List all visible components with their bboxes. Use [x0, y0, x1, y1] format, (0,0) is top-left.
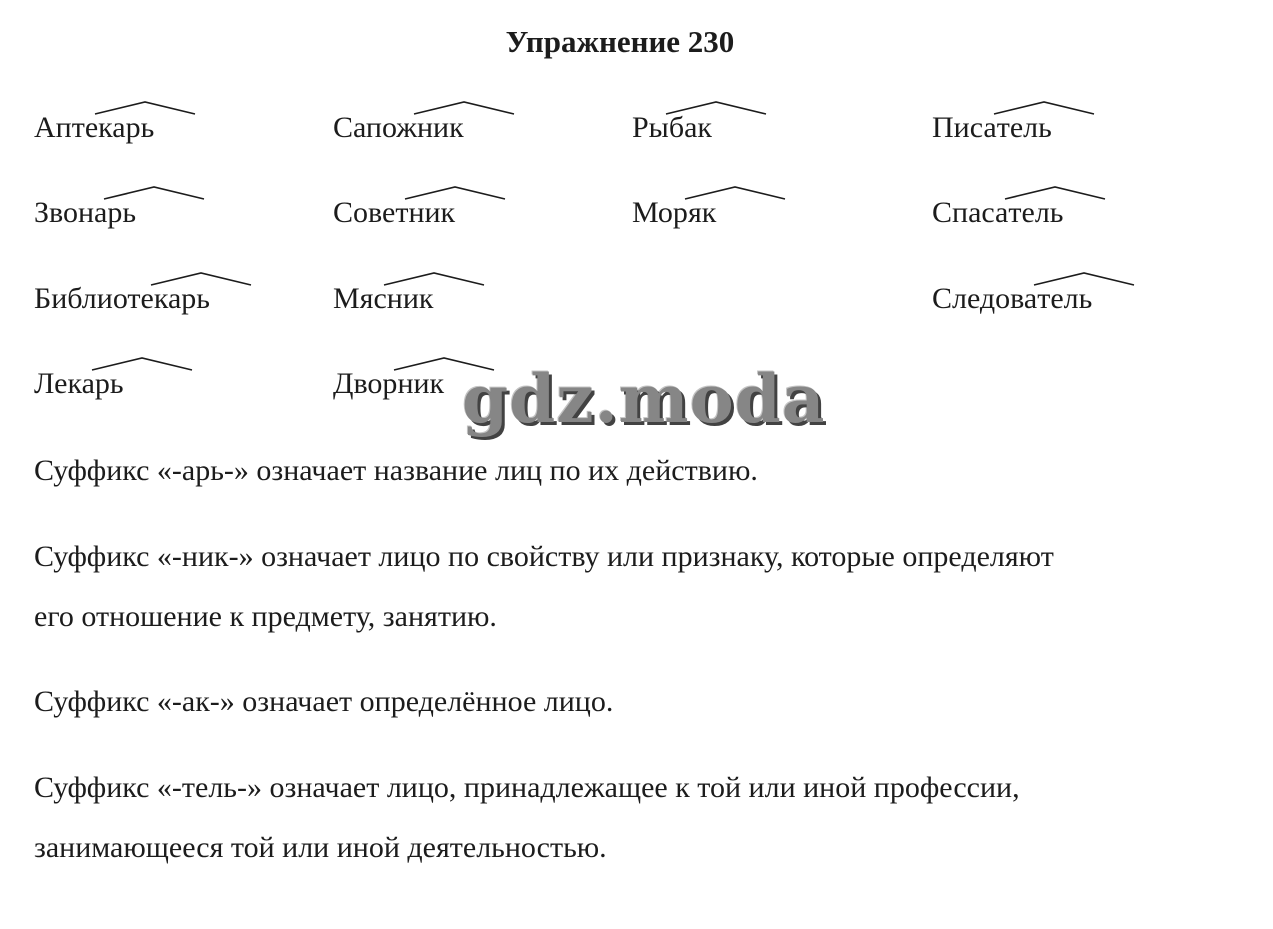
word-myasnik: Мяс ник — [333, 281, 433, 317]
suffix-mark: рь — [95, 366, 124, 402]
word-moryak: Мор як — [632, 195, 716, 231]
suffix-mark: карь — [154, 281, 210, 317]
suffix-mark: карь — [98, 110, 154, 146]
paragraph-ak: Суффикс «-ак-» означает определённое лицо. — [34, 685, 614, 718]
suffix-mark: рь — [107, 195, 136, 231]
suffix-mark: ник — [408, 195, 455, 231]
word-spasatel: Спаса тель — [932, 195, 1063, 231]
suffix-mark: ник — [387, 281, 434, 317]
word-sovetnik: Совет ник — [333, 195, 455, 231]
suffix-mark: бак — [669, 110, 712, 146]
suffix-mark: ник — [397, 366, 444, 402]
exercise-title: Упражнение 230 — [505, 24, 735, 59]
word-sapozhnik: Сапож ник — [333, 110, 464, 146]
word-sledovatel: Следова тель — [932, 281, 1092, 317]
suffix-mark: тель — [997, 110, 1052, 146]
suffix-mark: тель — [1037, 281, 1092, 317]
word-dvornik: Двор ник — [333, 366, 444, 402]
paragraph-tel: Суффикс «-тель-» означает лицо, принадлежащее к той или иной профессии, занимающееся той или иной деятельностью. — [34, 771, 1020, 864]
word-aptekar: Апте карь — [34, 110, 154, 146]
word-rybak: Ры бак — [632, 110, 712, 146]
paragraph-ar: Суффикс «-арь-» означает название лиц по их действию. — [34, 454, 758, 487]
word-pisatel: Писа тель — [932, 110, 1052, 146]
word-zvonar: Звона рь — [34, 195, 136, 231]
suffix-mark: як — [688, 195, 716, 231]
word-bibliotekar: Библиоте карь — [34, 281, 210, 317]
word-lekar: Лека рь — [34, 366, 124, 402]
watermark-logo: gdz.moda — [462, 360, 826, 438]
paragraph-nik: Суффикс «-ник-» означает лицо по свойству или признаку, которые определяют его отношение к предмету, занятию. — [34, 540, 1054, 633]
suffix-mark: ник — [417, 110, 464, 146]
suffix-mark: тель — [1008, 195, 1063, 231]
